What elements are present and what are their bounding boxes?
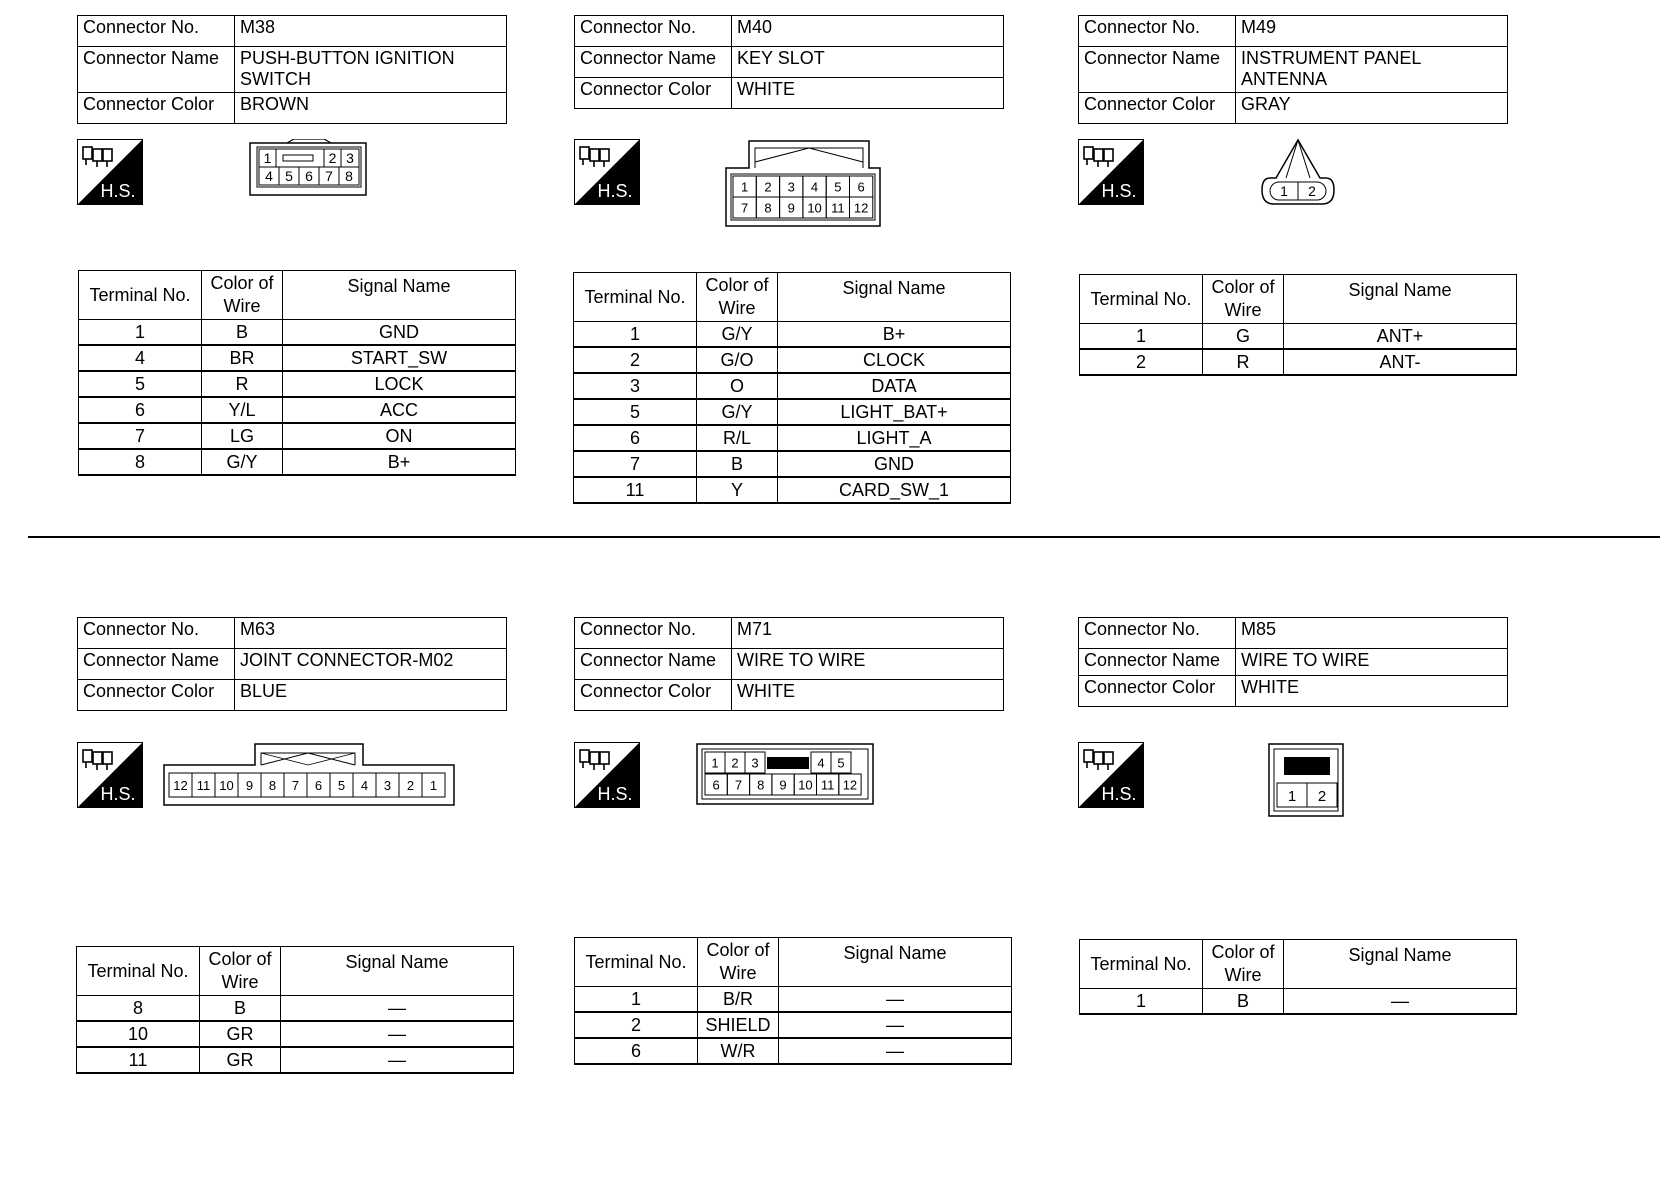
terminal-no-cell: 6 (79, 397, 202, 423)
table-row (77, 996, 514, 1022)
terminal-no-cell: 1 (575, 987, 698, 1013)
signal-name-cell: — (779, 987, 1012, 1013)
terminal-no-header: Terminal No. (77, 947, 200, 996)
table-row (575, 1038, 1012, 1064)
signal-name-cell: LIGHT_BAT+ (778, 399, 1011, 425)
connector-no-label: Connector No. (78, 16, 235, 47)
pin-label: 8 (345, 168, 353, 184)
terminal-no-cell: 7 (574, 451, 697, 477)
table-row (574, 399, 1011, 425)
wire-color-cell: R (202, 371, 283, 397)
pin-label: 2 (731, 755, 739, 771)
terminal-table-m40 (573, 272, 1011, 504)
connector-m38 (77, 15, 507, 124)
terminal-no-cell: 8 (79, 449, 202, 475)
color-of-wire-header-line: Color of (210, 273, 274, 293)
connector-no-label: Connector No. (575, 16, 732, 47)
pin-label: 10 (798, 777, 813, 793)
table-row (575, 1012, 1012, 1038)
signal-name-header: Signal Name (1284, 275, 1517, 324)
connector-info-table (1078, 617, 1508, 707)
color-of-wire-header-line: Wire (223, 296, 261, 316)
terminal-no-header: Terminal No. (79, 271, 202, 320)
color-of-wire-header (698, 938, 779, 987)
connector-name-line: SWITCH (240, 69, 311, 89)
table-row (79, 320, 516, 346)
table-row (574, 451, 1011, 477)
connector-face-m40 (725, 140, 881, 228)
signal-name-cell: B+ (778, 322, 1011, 348)
connector-no-label: Connector No. (575, 618, 732, 649)
hs-icon (574, 742, 640, 808)
signal-name-header: Signal Name (779, 938, 1012, 987)
pin-label: 5 (837, 755, 845, 771)
signal-name-cell: DATA (778, 373, 1011, 399)
signal-name-header: Signal Name (1284, 940, 1517, 989)
signal-name-cell: ACC (283, 397, 516, 423)
pin-label: 6 (314, 778, 323, 793)
table-row (574, 425, 1011, 451)
terminal-table-header (1080, 940, 1517, 989)
wire-color-cell: G/Y (697, 322, 778, 348)
signal-name-cell: CLOCK (778, 347, 1011, 373)
pin-label: 1 (711, 755, 719, 771)
pin-label: 7 (734, 777, 743, 793)
color-of-wire-header (202, 271, 283, 320)
terminal-no-cell: 2 (1080, 349, 1203, 375)
pin-label: 9 (245, 778, 254, 793)
pin-label: 4 (265, 168, 273, 184)
terminal-no-cell: 1 (79, 320, 202, 346)
terminal-table-m71 (574, 937, 1012, 1065)
color-of-wire-header-line: Color of (1211, 942, 1275, 962)
pin-label: 4 (360, 778, 369, 793)
pin-label: 6 (305, 168, 313, 184)
terminal-no-cell: 3 (574, 373, 697, 399)
table-row (79, 345, 516, 371)
wire-color-cell: G/Y (697, 399, 778, 425)
pin-label: 9 (787, 200, 795, 216)
signal-name-cell: ANT- (1284, 349, 1517, 375)
table-row (1080, 324, 1517, 350)
terminal-table-m85 (1079, 939, 1517, 1015)
wire-color-cell: SHIELD (698, 1012, 779, 1038)
signal-name-cell: START_SW (283, 345, 516, 371)
pin-label: 4 (810, 179, 819, 195)
connector-m71 (574, 617, 1004, 711)
connector-face-m71 (696, 743, 874, 805)
terminal-no-cell: 5 (79, 371, 202, 397)
connector-name-line: INSTRUMENT PANEL (1241, 48, 1422, 68)
terminal-no-cell: 6 (575, 1038, 698, 1064)
pin-label: 8 (757, 777, 765, 793)
connector-info-table (574, 15, 1004, 109)
blank-cavity (767, 757, 809, 769)
connector-info-table (1078, 15, 1508, 124)
pin-label: 1 (1287, 788, 1297, 805)
hs-icon (574, 139, 640, 205)
pin-label: 3 (751, 755, 759, 771)
signal-name-cell: — (779, 1012, 1012, 1038)
table-row (575, 987, 1012, 1013)
table-row (574, 322, 1011, 348)
connector-info-table (574, 617, 1004, 711)
connector-color-value: GRAY (1236, 93, 1508, 124)
table-row (574, 373, 1011, 399)
connector-name-value (1236, 47, 1508, 93)
signal-name-cell: LIGHT_A (778, 425, 1011, 451)
table-row (79, 371, 516, 397)
connector-info-table (77, 617, 507, 711)
pin-label: 12 (173, 778, 188, 793)
connector-name-value (235, 47, 507, 93)
wire-color-cell: G/O (697, 347, 778, 373)
connector-name-label: Connector Name (575, 47, 732, 78)
terminal-table-header (77, 947, 514, 996)
connector-color-value: WHITE (732, 680, 1004, 711)
pin-label: 12 (853, 200, 869, 216)
terminal-no-cell: 4 (79, 345, 202, 371)
color-of-wire-header-line: Wire (719, 963, 757, 983)
section-divider (28, 536, 1660, 538)
terminal-no-header: Terminal No. (1080, 940, 1203, 989)
pin-label: 11 (196, 778, 211, 793)
connector-face-m38 (249, 139, 367, 197)
connector-face-m49 (1260, 138, 1336, 208)
hs-icon (1078, 139, 1144, 205)
terminal-no-header: Terminal No. (574, 273, 697, 322)
pin-label: 1 (1280, 183, 1288, 199)
terminal-no-cell: 1 (574, 322, 697, 348)
connector-name-value: KEY SLOT (732, 47, 1004, 78)
terminal-no-cell: 11 (77, 1047, 200, 1073)
terminal-no-header: Terminal No. (1080, 275, 1203, 324)
color-of-wire-header-line: Wire (1224, 965, 1262, 985)
connector-face-m63 (163, 743, 455, 807)
connector-no-value: M63 (235, 618, 507, 649)
signal-name-cell: LOCK (283, 371, 516, 397)
terminal-no-cell: 8 (77, 996, 200, 1022)
table-row (77, 1047, 514, 1073)
wire-color-cell: O (697, 373, 778, 399)
connector-color-value: BLUE (235, 680, 507, 711)
wire-color-cell: B (697, 451, 778, 477)
connector-no-value: M40 (732, 16, 1004, 47)
signal-name-cell: GND (778, 451, 1011, 477)
wire-color-cell: Y (697, 477, 778, 503)
connector-color-value: WHITE (1236, 676, 1508, 707)
pin-label: 1 (741, 179, 749, 195)
connector-name-label: Connector Name (78, 649, 235, 680)
pin-label: 12 (842, 777, 858, 793)
table-row (1080, 989, 1517, 1015)
pin-label: 2 (328, 150, 337, 166)
pin-label: 2 (764, 179, 772, 195)
connector-color-value: WHITE (732, 78, 1004, 109)
connector-name-line: PUSH-BUTTON IGNITION (240, 48, 455, 68)
signal-name-cell: — (281, 1021, 514, 1047)
pin-label: 2 (1317, 788, 1327, 805)
hs-icon (1078, 742, 1144, 808)
wire-color-cell: Y/L (202, 397, 283, 423)
wire-color-cell: GR (200, 1021, 281, 1047)
color-of-wire-header-line: Wire (1224, 300, 1262, 320)
pin-label: 2 (406, 778, 415, 793)
connector-no-label: Connector No. (78, 618, 235, 649)
terminal-no-cell: 6 (574, 425, 697, 451)
connector-name-label: Connector Name (1079, 47, 1236, 93)
connector-name-value: WIRE TO WIRE (732, 649, 1004, 680)
pin-label: 6 (857, 179, 865, 195)
connector-m85 (1078, 617, 1508, 707)
pin-label: 10 (807, 200, 822, 216)
pin-label: 11 (820, 777, 835, 793)
connector-m49 (1078, 15, 1508, 124)
pin-label: 10 (219, 778, 234, 793)
color-of-wire-header-line: Color of (1211, 277, 1275, 297)
pin-label: 4 (817, 755, 825, 771)
wire-color-cell: R (1203, 349, 1284, 375)
wire-color-cell: G (1203, 324, 1284, 350)
terminal-no-cell: 2 (575, 1012, 698, 1038)
table-row (77, 1021, 514, 1047)
signal-name-header: Signal Name (281, 947, 514, 996)
signal-name-cell: — (779, 1038, 1012, 1064)
wire-color-cell: B/R (698, 987, 779, 1013)
pin-label: 3 (346, 150, 354, 166)
signal-name-cell: ON (283, 423, 516, 449)
color-of-wire-header-line: Color of (208, 949, 272, 969)
signal-name-cell: — (281, 996, 514, 1022)
connector-name-line: ANTENNA (1241, 69, 1328, 89)
table-row (574, 477, 1011, 503)
connector-color-label: Connector Color (575, 78, 732, 109)
terminal-table-header (575, 938, 1012, 987)
wire-color-cell: B (200, 996, 281, 1022)
pin-label: 2 (1308, 183, 1316, 199)
connector-info-table (77, 15, 507, 124)
connector-color-value: BROWN (235, 93, 507, 124)
pin-label: 9 (779, 777, 787, 793)
connector-no-value: M49 (1236, 16, 1508, 47)
pin-label: 5 (285, 168, 293, 184)
table-row (79, 449, 516, 475)
connector-name-value: WIRE TO WIRE (1236, 649, 1508, 676)
pin-label: 3 (383, 778, 392, 793)
terminal-no-cell: 1 (1080, 324, 1203, 350)
wire-color-cell: B (202, 320, 283, 346)
connector-name-label: Connector Name (575, 649, 732, 680)
table-row (79, 397, 516, 423)
pin-label: 7 (291, 778, 300, 793)
color-of-wire-header-line: Color of (705, 275, 769, 295)
connector-color-label: Connector Color (78, 680, 235, 711)
terminal-no-cell: 10 (77, 1021, 200, 1047)
connector-m63 (77, 617, 507, 711)
connector-no-value: M71 (732, 618, 1004, 649)
color-of-wire-header (1203, 940, 1284, 989)
terminal-table-header (79, 271, 516, 320)
pin-label: 5 (834, 179, 842, 195)
connector-no-value: M85 (1236, 618, 1508, 649)
connector-color-label: Connector Color (78, 93, 235, 124)
pin-label: 6 (712, 777, 720, 793)
color-of-wire-header (1203, 275, 1284, 324)
connector-face-m85 (1268, 743, 1344, 817)
connector-color-label: Connector Color (1079, 676, 1236, 707)
terminal-no-header: Terminal No. (575, 938, 698, 987)
pin-label: 1 (429, 778, 438, 793)
terminal-no-cell: 2 (574, 347, 697, 373)
pin-label: 5 (337, 778, 346, 793)
terminal-table-header (574, 273, 1011, 322)
connector-no-value: M38 (235, 16, 507, 47)
hs-icon (77, 742, 143, 808)
color-of-wire-header (697, 273, 778, 322)
terminal-table-header (1080, 275, 1517, 324)
color-of-wire-header-line: Wire (718, 298, 756, 318)
terminal-table-m63 (76, 946, 514, 1074)
table-row (79, 423, 516, 449)
terminal-no-cell: 11 (574, 477, 697, 503)
connector-name-label: Connector Name (1079, 649, 1236, 676)
table-row (1080, 349, 1517, 375)
connector-color-label: Connector Color (575, 680, 732, 711)
pin-label: 1 (263, 150, 272, 166)
pin-label: 11 (831, 200, 845, 216)
connector-no-label: Connector No. (1079, 16, 1236, 47)
wire-color-cell: G/Y (202, 449, 283, 475)
wire-color-cell: GR (200, 1047, 281, 1073)
pin-label: 3 (787, 179, 795, 195)
color-of-wire-header (200, 947, 281, 996)
pin-label: 8 (268, 778, 277, 793)
wire-color-cell: LG (202, 423, 283, 449)
color-of-wire-header-line: Wire (221, 972, 259, 992)
connector-name-value: JOINT CONNECTOR-M02 (235, 649, 507, 680)
signal-name-header: Signal Name (778, 273, 1011, 322)
signal-name-cell: GND (283, 320, 516, 346)
connector-m40 (574, 15, 1004, 109)
pin-label: 8 (764, 200, 772, 216)
wire-color-cell: BR (202, 345, 283, 371)
color-of-wire-header-line: Color of (706, 940, 770, 960)
connector-color-label: Connector Color (1079, 93, 1236, 124)
signal-name-cell: CARD_SW_1 (778, 477, 1011, 503)
wire-color-cell: R/L (697, 425, 778, 451)
signal-name-cell: — (281, 1047, 514, 1073)
signal-name-cell: ANT+ (1284, 324, 1517, 350)
connector-no-label: Connector No. (1079, 618, 1236, 649)
table-row (574, 347, 1011, 373)
terminal-table-m38 (78, 270, 516, 476)
signal-name-cell: B+ (283, 449, 516, 475)
signal-name-header: Signal Name (283, 271, 516, 320)
connector-name-label: Connector Name (78, 47, 235, 93)
wire-color-cell: B (1203, 989, 1284, 1015)
pin-label: 7 (325, 168, 333, 184)
terminal-no-cell: 7 (79, 423, 202, 449)
terminal-no-cell: 5 (574, 399, 697, 425)
terminal-table-m49 (1079, 274, 1517, 376)
wire-color-cell: W/R (698, 1038, 779, 1064)
terminal-no-cell: 1 (1080, 989, 1203, 1015)
hs-icon (77, 139, 143, 205)
signal-name-cell: — (1284, 989, 1517, 1015)
pin-label: 7 (741, 200, 749, 216)
